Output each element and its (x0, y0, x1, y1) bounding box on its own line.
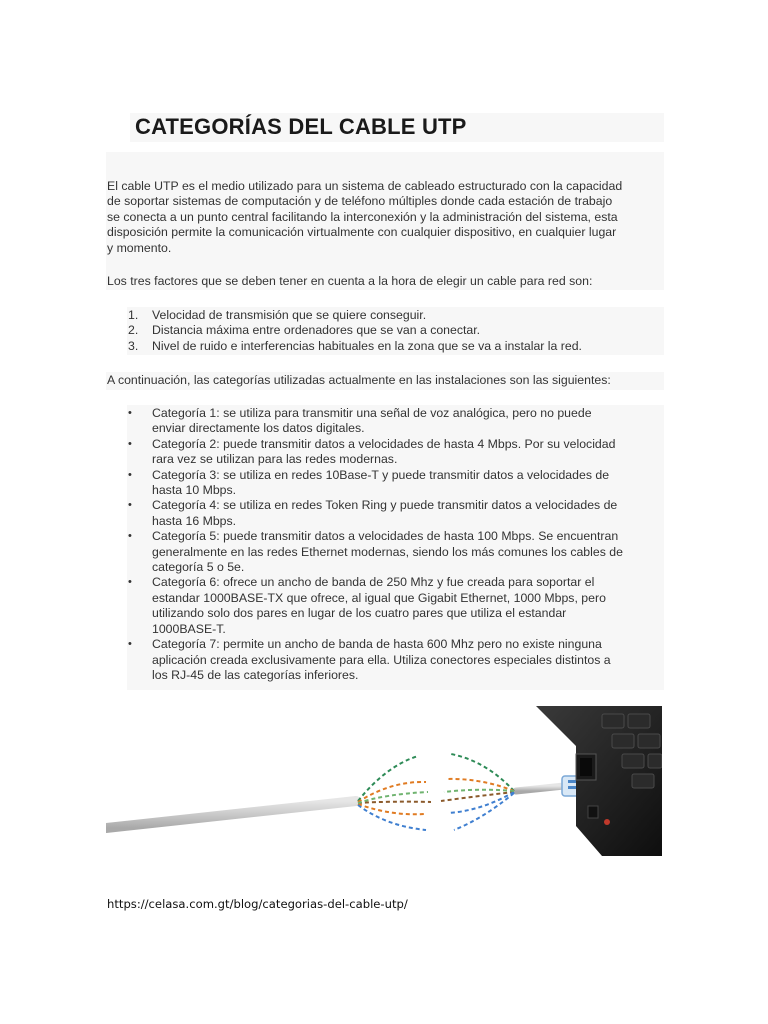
bullet-icon: • (128, 576, 132, 589)
list-item-line: aplicación creada exclusivamente para ella. Utiliza conectores especiales distintos a (152, 652, 611, 667)
source-link[interactable]: https://celasa.com.gt/blog/categorias-del-cable-utp/ (107, 897, 408, 911)
paragraph-line: se conecta a un punto central facilitando la interconexión y la administración del sistema, esta (107, 209, 618, 224)
paragraph-line: y momento. (107, 240, 172, 255)
list-item-line: Categoría 3: se utiliza en redes 10Base-T y puede transmitir datos a velocidades de (152, 467, 610, 482)
list-item-line: Categoría 1: se utiliza para transmitir una señal de voz analógica, pero no puede (152, 406, 592, 420)
bullet-icon: • (128, 499, 132, 512)
factors-list (127, 308, 663, 354)
factors-intro: Los tres factores que se deben tener en cuenta a la hora de elegir un cable para red son: (107, 274, 593, 288)
list-item (127, 437, 663, 468)
list-item-line: Categoría 2: puede transmitir datos a velocidades de hasta 4 Mbps. Por su velocidad (152, 436, 616, 451)
list-item (127, 498, 663, 529)
list-number: 1. (128, 308, 139, 322)
list-item-line: categoría 5 o 5e. (152, 560, 245, 575)
list-item-line: hasta 16 Mbps. (152, 513, 237, 528)
categories-intro: A continuación, las categorías utilizadas actualmente en las instalaciones son las siguientes: (107, 373, 611, 387)
bullet-icon: • (128, 437, 132, 450)
utp-cable-photo (106, 706, 662, 856)
list-item-line: 1000BASE-T. (152, 621, 226, 636)
list-item (127, 637, 663, 683)
list-item-line: Categoría 6: ofrece un ancho de banda de 250 Mhz y fue creada para soportar el (152, 575, 595, 590)
list-item (127, 308, 663, 323)
paragraph-line: El cable UTP es el medio utilizado para un sistema de cableado estructurado con la capacidad (107, 179, 623, 193)
list-item-line: rara vez se utilizan para las redes modernas. (152, 452, 398, 467)
list-item-text: Nivel de ruido e interferencias habituales en la zona que se va a instalar la red. (152, 338, 582, 353)
list-item (127, 468, 663, 499)
list-item-line: utilizando solo dos pares en lugar de los cuatro pares que utiliza el estandar (152, 606, 567, 621)
list-item-line: generalmente en las redes Ethernet modernas, siendo los más comunes los cables de (152, 544, 623, 559)
list-item-line: Categoría 7: permite un ancho de banda de hasta 600 Mhz pero no existe ninguna (152, 637, 602, 652)
list-item-text: Velocidad de transmisión que se quiere conseguir. (152, 308, 427, 322)
list-item-text: Distancia máxima entre ordenadores que se van a conectar. (152, 323, 481, 338)
list-item (127, 406, 663, 437)
list-number: 3. (128, 338, 139, 353)
list-item-line: estandar 1000BASE-TX que ofrece, al igual que Gigabit Ethernet, 1000 Mbps, pero (152, 590, 606, 605)
paragraph-line: de soportar sistemas de computación y de teléfono múltiples donde cada estación de trabajo (107, 194, 613, 209)
list-item (127, 575, 663, 637)
list-item-line: Categoría 4: se utiliza en redes Token Ring y puede transmitir datos a velocidades de (152, 498, 618, 513)
list-item (127, 339, 663, 354)
bullet-icon: • (128, 407, 132, 419)
bullet-icon: • (128, 530, 132, 543)
intro-paragraph (107, 179, 663, 256)
list-item (127, 529, 663, 575)
page-title: CATEGORÍAS DEL CABLE UTP (135, 114, 467, 139)
list-item-line: hasta 10 Mbps. (152, 483, 237, 498)
bullet-icon: • (128, 638, 132, 651)
list-item-line: Categoría 5: puede transmitir datos a velocidades de hasta 100 Mbps. Se encuentran (152, 529, 619, 544)
list-item (127, 323, 663, 338)
list-item-line: enviar directamente los datos digitales. (152, 421, 365, 436)
bullet-icon: • (128, 468, 132, 481)
categories-list (127, 406, 663, 683)
paragraph-line: disposición permite la comunicación virtualmente con cualquier dispositivo, en cualquier lugar (107, 225, 617, 240)
list-number: 2. (128, 323, 139, 338)
list-item-line: los RJ-45 de las categorías inferiores. (152, 667, 359, 682)
